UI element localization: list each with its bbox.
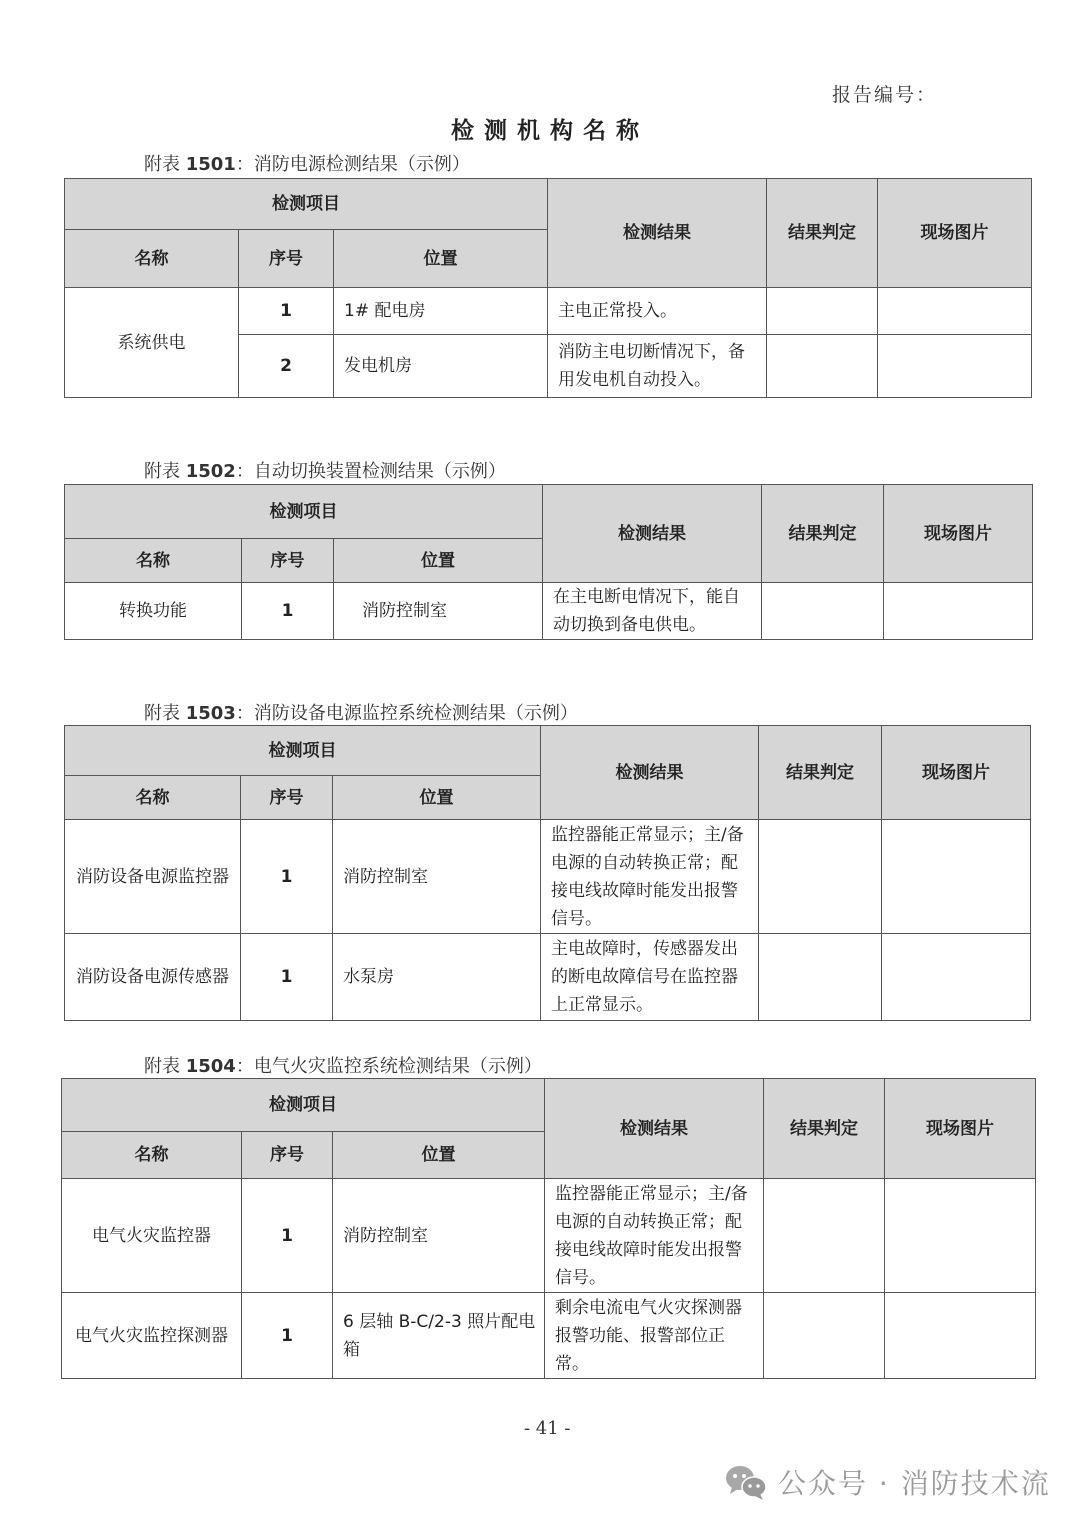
- header-photo: 现场图片: [878, 179, 1032, 288]
- cell-seq: 1: [239, 288, 334, 335]
- header-judgement: 结果判定: [764, 1079, 885, 1179]
- org-title: 检测机构名称: [451, 117, 649, 144]
- cell-name: 系统供电: [65, 288, 239, 398]
- cell-judgement[interactable]: [762, 583, 884, 640]
- results-table-1503: [64, 725, 1031, 1021]
- table-caption-1504: 附表 1504：电气火灾监控系统检测结果（示例）: [144, 1056, 542, 1077]
- header-name: 名称: [65, 539, 242, 583]
- cell-seq: 1: [242, 583, 334, 640]
- table-row: [65, 288, 1032, 335]
- table-row: [65, 934, 1031, 1021]
- header-photo: 现场图片: [885, 1079, 1036, 1179]
- cell-seq: 1: [242, 1293, 333, 1379]
- header-inspection-item: 检测项目: [62, 1079, 545, 1132]
- cell-name: 电气火灾监控器: [62, 1179, 242, 1293]
- cell-location: 消防控制室: [333, 820, 541, 934]
- watermark-text: 公众号 · 消防技术流: [778, 1467, 1051, 1500]
- cell-name: 转换功能: [65, 583, 242, 640]
- results-table-1502: [64, 484, 1033, 640]
- cell-result: 监控器能正常显示；主/备电源的自动转换正常；配接电线故障时能发出报警信号。: [541, 820, 759, 934]
- header-judgement: 结果判定: [762, 485, 884, 583]
- cell-photo[interactable]: [878, 335, 1032, 398]
- cell-result: 主电正常投入。: [548, 288, 767, 335]
- cell-photo[interactable]: [882, 820, 1031, 934]
- header-location: 位置: [333, 1132, 545, 1179]
- header-location: 位置: [334, 230, 548, 288]
- header-inspection-item: 检测项目: [65, 179, 548, 230]
- header-name: 名称: [65, 776, 241, 820]
- table-row: [62, 1179, 1036, 1293]
- cell-judgement[interactable]: [759, 820, 882, 934]
- wechat-icon: [724, 1463, 768, 1501]
- cell-location: 水泵房: [333, 934, 541, 1021]
- cell-photo[interactable]: [885, 1179, 1036, 1293]
- cell-location: 消防控制室: [333, 1179, 545, 1293]
- cell-location: 6 层轴 B-C/2-3 照片配电箱: [333, 1293, 545, 1379]
- page-number: - 41 -: [524, 1418, 571, 1439]
- cell-result: 主电故障时，传感器发出的断电故障信号在监控器上正常显示。: [541, 934, 759, 1021]
- header-seq: 序号: [239, 230, 334, 288]
- cell-seq: 1: [241, 934, 333, 1021]
- cell-judgement[interactable]: [767, 288, 878, 335]
- cell-judgement[interactable]: [764, 1179, 885, 1293]
- cell-location: 1# 配电房: [334, 288, 548, 335]
- header-location: 位置: [333, 776, 541, 820]
- table-row: [65, 583, 1033, 640]
- header-name: 名称: [62, 1132, 242, 1179]
- cell-seq: 1: [242, 1179, 333, 1293]
- watermark: [724, 1462, 1051, 1502]
- cell-judgement[interactable]: [764, 1293, 885, 1379]
- cell-photo[interactable]: [878, 288, 1032, 335]
- header-inspection-item: 检测项目: [65, 726, 541, 776]
- cell-name: 消防设备电源传感器: [65, 934, 241, 1021]
- table-caption-1503: 附表 1503：消防设备电源监控系统检测结果（示例）: [144, 703, 578, 724]
- header-result: 检测结果: [543, 485, 762, 583]
- table-caption-1501: 附表 1501：消防电源检测结果（示例）: [144, 154, 470, 175]
- table-caption-1502: 附表 1502：自动切换装置检测结果（示例）: [144, 461, 506, 482]
- results-table-1501: [64, 178, 1032, 398]
- header-seq: 序号: [241, 776, 333, 820]
- table-row: [65, 820, 1031, 934]
- cell-name: 电气火灾监控探测器: [62, 1293, 242, 1379]
- header-judgement: 结果判定: [767, 179, 878, 288]
- header-inspection-item: 检测项目: [65, 485, 543, 539]
- header-result: 检测结果: [548, 179, 767, 288]
- cell-seq: 2: [239, 335, 334, 398]
- cell-seq: 1: [241, 820, 333, 934]
- cell-result: 消防主电切断情况下，备用发电机自动投入。: [548, 335, 767, 398]
- cell-result: 监控器能正常显示；主/备电源的自动转换正常；配接电线故障时能发出报警信号。: [545, 1179, 764, 1293]
- results-table-1504: [61, 1078, 1036, 1379]
- cell-location: 消防控制室: [334, 583, 543, 640]
- header-result: 检测结果: [541, 726, 759, 820]
- cell-judgement[interactable]: [759, 934, 882, 1021]
- header-photo: 现场图片: [882, 726, 1031, 820]
- header-photo: 现场图片: [884, 485, 1033, 583]
- cell-result: 在主电断电情况下，能自动切换到备电供电。: [543, 583, 762, 640]
- header-seq: 序号: [242, 1132, 333, 1179]
- header-name: 名称: [65, 230, 239, 288]
- header-seq: 序号: [242, 539, 334, 583]
- cell-location: 发电机房: [334, 335, 548, 398]
- report-number-label: 报告编号：: [832, 84, 938, 106]
- header-judgement: 结果判定: [759, 726, 882, 820]
- cell-name: 消防设备电源监控器: [65, 820, 241, 934]
- header-location: 位置: [334, 539, 543, 583]
- cell-photo[interactable]: [884, 583, 1033, 640]
- cell-result: 剩余电流电气火灾探测器报警功能、报警部位正常。: [545, 1293, 764, 1379]
- header-result: 检测结果: [545, 1079, 764, 1179]
- table-row: [62, 1293, 1036, 1379]
- cell-judgement[interactable]: [767, 335, 878, 398]
- cell-photo[interactable]: [885, 1293, 1036, 1379]
- cell-photo[interactable]: [882, 934, 1031, 1021]
